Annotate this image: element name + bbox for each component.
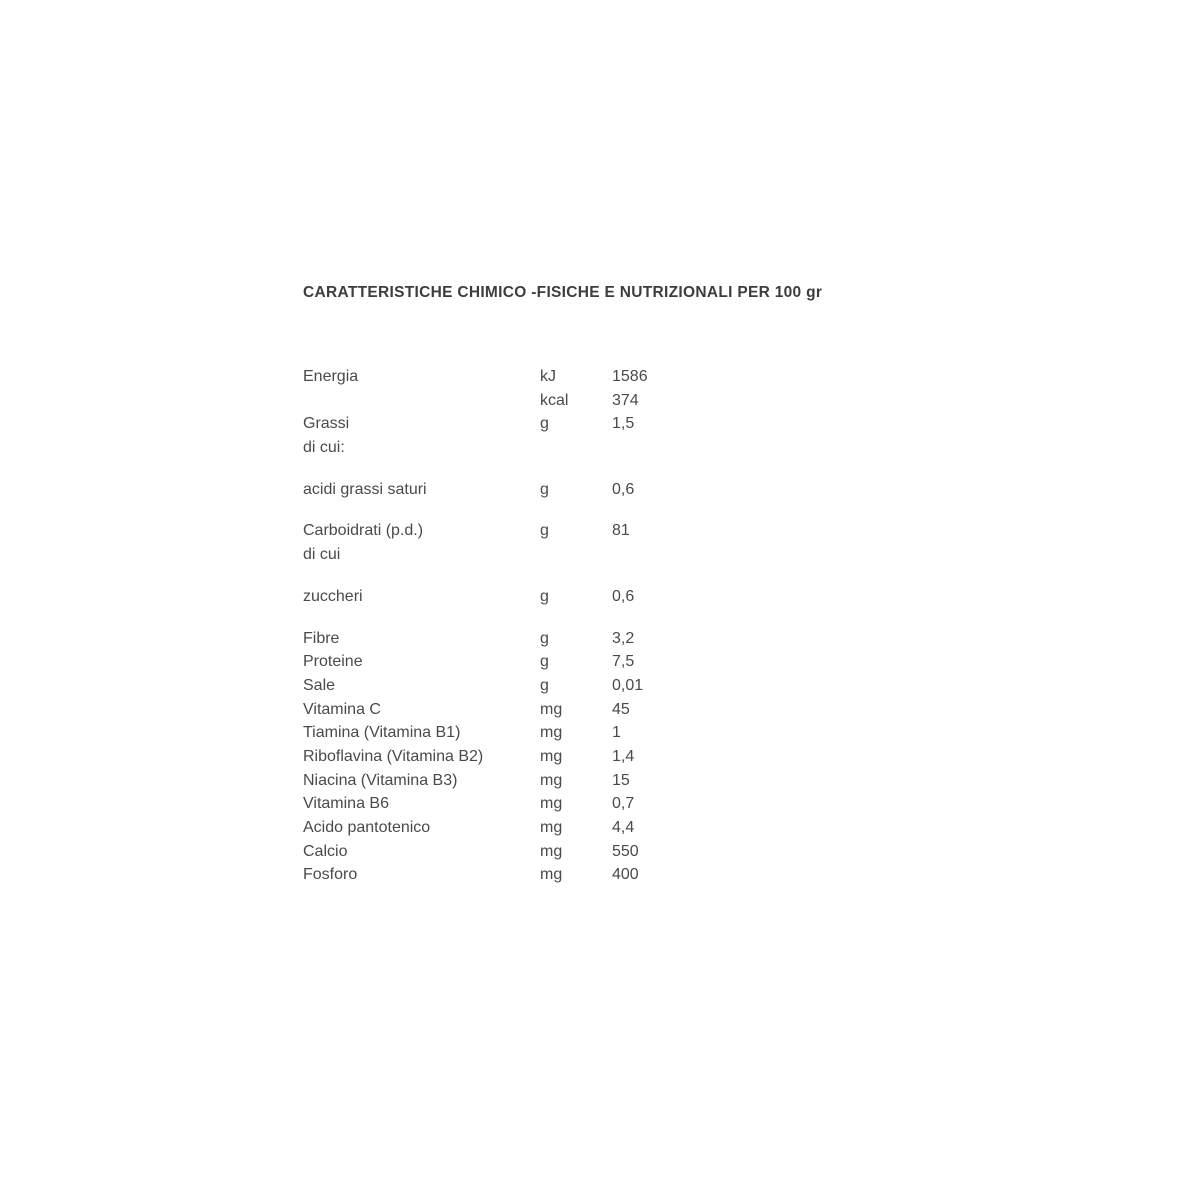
row-spacer bbox=[303, 460, 843, 478]
row-label: di cui: bbox=[303, 439, 345, 457]
table-row bbox=[303, 436, 843, 460]
row-label: Acido pantotenico bbox=[303, 819, 431, 836]
table-row bbox=[303, 698, 843, 722]
row-label: di cui bbox=[303, 546, 341, 564]
row-label: Fibre bbox=[303, 629, 340, 647]
table-row bbox=[303, 389, 843, 413]
nutrition-table bbox=[303, 365, 843, 887]
row-unit: mg bbox=[540, 771, 563, 789]
table-row bbox=[303, 543, 843, 567]
row-label bbox=[303, 389, 540, 413]
row-unit: mg bbox=[540, 866, 563, 884]
row-value: 15 bbox=[612, 771, 630, 789]
table-row bbox=[303, 816, 843, 840]
row-value bbox=[612, 543, 843, 567]
table-row bbox=[303, 585, 843, 609]
row-spacer bbox=[303, 609, 843, 627]
row-value: 374 bbox=[612, 391, 639, 409]
table-row bbox=[303, 721, 843, 745]
table-row bbox=[303, 769, 843, 793]
row-value: 0,7 bbox=[612, 795, 635, 813]
row-unit: mg bbox=[540, 795, 563, 813]
row-label: Tiamina (Vitamina B1) bbox=[303, 724, 461, 742]
row-value: 400 bbox=[612, 866, 639, 884]
row-value: 4,4 bbox=[612, 819, 635, 836]
row-value: 1,4 bbox=[612, 747, 635, 765]
row-value: 1 bbox=[612, 724, 621, 742]
row-unit bbox=[540, 436, 612, 460]
table-row bbox=[303, 840, 843, 864]
table-row bbox=[303, 745, 843, 769]
row-unit: g bbox=[540, 629, 549, 647]
table-row bbox=[303, 627, 843, 651]
row-unit: g bbox=[540, 676, 549, 694]
row-label: zuccheri bbox=[303, 587, 363, 605]
row-unit: mg bbox=[540, 819, 563, 836]
row-label: Sale bbox=[303, 676, 336, 694]
row-label: Proteine bbox=[303, 653, 363, 671]
row-value: 0,01 bbox=[612, 676, 644, 694]
table-row bbox=[303, 412, 843, 436]
row-unit: mg bbox=[540, 747, 563, 765]
row-unit bbox=[540, 543, 612, 567]
row-unit: mg bbox=[540, 700, 563, 718]
row-unit: mg bbox=[540, 842, 563, 860]
row-spacer bbox=[303, 567, 843, 585]
row-unit: g bbox=[540, 587, 549, 605]
row-unit: kJ bbox=[540, 368, 556, 385]
row-unit: g bbox=[540, 415, 549, 433]
table-row bbox=[303, 863, 843, 887]
row-value: 1586 bbox=[612, 368, 648, 385]
row-value: 3,2 bbox=[612, 629, 635, 647]
row-label: acidi grassi saturi bbox=[303, 480, 427, 498]
table-row bbox=[303, 674, 843, 698]
table-row bbox=[303, 365, 843, 389]
table-row bbox=[303, 792, 843, 816]
row-unit: kcal bbox=[540, 391, 569, 409]
row-label: Vitamina B6 bbox=[303, 795, 389, 813]
row-label: Carboidrati (p.d.) bbox=[303, 522, 424, 540]
row-value: 45 bbox=[612, 700, 630, 718]
row-label: Fosforo bbox=[303, 866, 358, 884]
row-value: 550 bbox=[612, 842, 639, 860]
row-unit: g bbox=[540, 480, 549, 498]
table-row bbox=[303, 650, 843, 674]
row-label: Energia bbox=[303, 368, 359, 385]
row-unit: g bbox=[540, 522, 549, 540]
row-label: Calcio bbox=[303, 842, 348, 860]
row-value: 81 bbox=[612, 522, 630, 540]
row-label: Riboflavina (Vitamina B2) bbox=[303, 747, 484, 765]
page-title: CARATTERISTICHE CHIMICO -FISICHE E NUTRIZIONALI PER 100 gr bbox=[303, 284, 823, 301]
row-unit: mg bbox=[540, 724, 563, 742]
row-value: 0,6 bbox=[612, 480, 635, 498]
row-label: Niacina (Vitamina B3) bbox=[303, 771, 458, 789]
row-unit: g bbox=[540, 653, 549, 671]
row-spacer bbox=[303, 501, 843, 519]
row-label: Grassi bbox=[303, 415, 350, 433]
table-row bbox=[303, 478, 843, 502]
table-row bbox=[303, 519, 843, 543]
row-value: 0,6 bbox=[612, 587, 635, 605]
row-label: Vitamina C bbox=[303, 700, 381, 718]
row-value: 1,5 bbox=[612, 415, 635, 433]
row-value bbox=[612, 436, 843, 460]
row-value: 7,5 bbox=[612, 653, 635, 671]
